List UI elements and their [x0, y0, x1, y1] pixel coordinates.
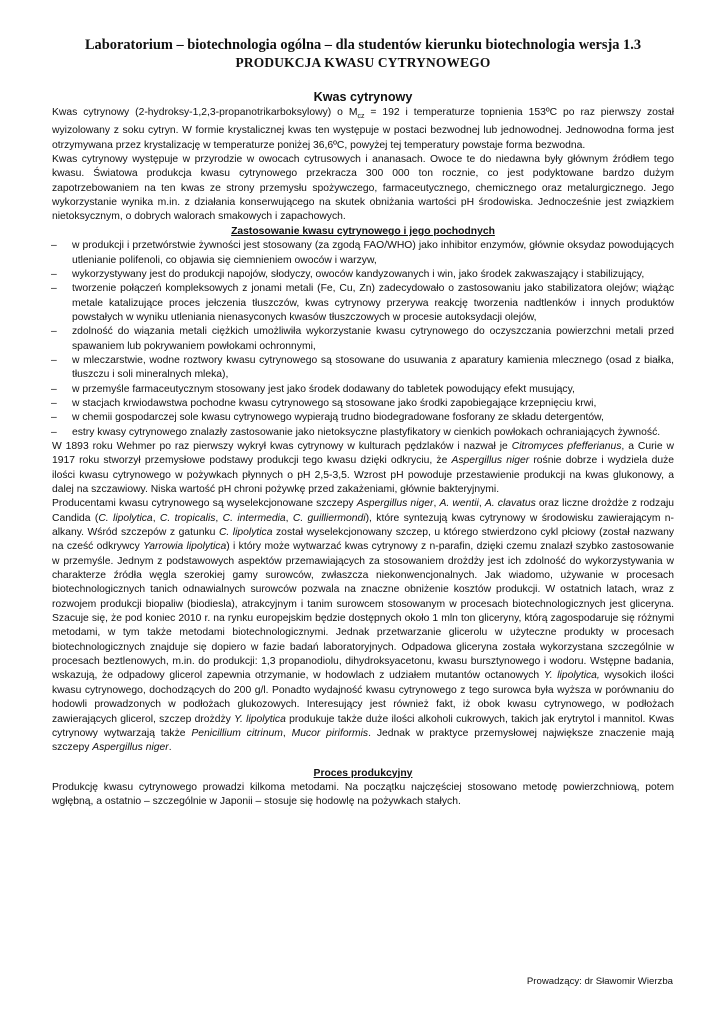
- list-item: – zdolność do wiązania metali ciężkich umożliwiła wykorzystanie kwasu cytrynowego do oczyszczania powierzchni metali przed spawaniem lub pokrywaniem powłokami ochronnymi,: [51, 326, 674, 352]
- intro-paragraph-2: Kwas cytrynowy występuje w przyrodzie w owocach cytrusowych i ananasach. Owoce te do niedawna były głównym źródłem tego kwasu. Światowa produkcja kwasu cytrynowego przekracza 300 000 ton rocznie, co jest podyktowane bardzo dużym zapotrzebowaniem na ten kwas ze strony przemysłu spożywczego, farmaceutycznego, chemicznego oraz metalurgicznego. Jego wykorzystanie wynika m.in. z działania konserwującego na skutek obniżania wartości pH środowiska. Jednocześnie jest związkiem nietoksycznym, o dobrych walorach smakowych i zapachowych.: [52, 154, 674, 223]
- process-heading: Proces produkcyjny: [313, 767, 413, 779]
- intro-paragraph-1: Kwas cytrynowy (2-hydroksy-1,2,3-propanotrikarboksylowy) o $M_{cz} = 192$ i temperaturze topnienia 153ºC po raz pierwszy został wyizolowany z soku cytryn. W formie krystalicznej kwas ten występuje w postaci bezwodnej lub jednowodnej. Jednowodna forma jest otrzymywana przez krystalizację w temperaturze poniżej 36,6ºC, powyżej tej temperatury powstaje forma bezwodna.: [52, 107, 674, 151]
- uses-list: [52, 239, 674, 440]
- list-item: – w stacjach krwiodawstwa pochodne kwasu cytrynowego są stosowane jako środki zapobiegające krzepnięciu krwi,: [51, 397, 597, 409]
- document-header-title: Laboratorium – biotechnologia ogólna – dla studentów kierunku biotechnologia wersja 1.3: [84, 37, 642, 53]
- history-paragraph: W 1893 roku Wehmer po raz pierwszy wykrył kwas cytrynowy w kulturach pędzlaków i nazwał je Citromyces pfefferianus, a Curie w 1917 roku stworzył przemysłowe podstawy produkcji tego kwasu dzięki odkryciu, że Aspergillus niger rośnie dobrze i wydziela duże ilości kwasu cytrynowego w pożywkach płynnych o pH 2,5-3,5. Wzrost pH powoduje przestawienie produkcji na kwas glukonowy, a dalej na szczawiowy. Niska wartość pH chroni pożywkę przed zakażeniami, głównie bakteryjnymi.: [52, 440, 674, 495]
- producers-paragraph: Producentami kwasu cytrynowego są wyselekcjonowane szczepy Aspergillus niger, A. wentii, A. clavatus oraz liczne drożdże z rodzaju Candida (C. lipolytica, C. tropicalis, C. intermedia, C. guilliermondi), które syntezują kwas cytrynowy w środowisku zawierającym n-alkany. Wśród szczepów z gatunku C. lipolytica został wyselekcjonowany szczep, u którego stwierdzono cykl płciowy (został nazwany na cześć odkrywcy Yarrowia lipolytica) i który może wytwarzać kwas cytrynowy z n-parafin, dzięki czemu znalazł szybko zastosowanie w przemyśle. Jednym z podstawowych aspektów przemawiających za stosowaniem drożdży jest ich zdolność do wykorzystywania w charakterze źródła węgla szerokiej gamy surowców, zwłaszcza niekonwencjonalnych. Jak wiadomo, używanie w procesach biotechnologicznych tanich odnawialnych surowców pozwala na znaczne obniżenie kosztów produkcji. W ostatnich latach, wraz z rozwojem produkcji biopaliw (biodiesla), atrakcyjnym i tanim surowcem stosowanym w procesach biotechnologicznych jest gliceryna. Szacuje się, że pod koniec 2010 r. na rynku europejskim będzie dostępnych około 1 mln ton gliceryny, którą zagospodaruje się różnymi metodami, w tym także metodami biotechnologicznymi. Jednak przetwarzanie glicerolu w użyteczne produkty w procesach biotechnologicznych znajduje się dopiero w fazie badań laboratoryjnych. Odpadowa gliceryna została wykorzystana szczególnie w procesach beztlenowych, m.in. do produkcji: 1,3 propanodiolu, dihydroksyacetonu, kwasu bursztynowego i wodoru. Wstępne badania, wskazują, że odpadowy glicerol zapewnia otrzymanie, w hodowlach z udziałem mutantów octanowych Y. lipolytica, wysokich ilości kwasu cytrynowego, dochodzących do 200 g/l. Ponadto wydajność kwasu cytrynowego z tego surowca była wyższa w porównaniu do hodowli prowadzonych w podłożach glukozowych. Interesujący jest również fakt, iż obok kwasu cytrynowego, w podłożach zawierających glicerol, szczep drożdży Y. lipolytica produkuje także duże ilości alkoholi cukrowych, takich jak erytrytol i mannitol. Kwas cytrynowy wytwarzają także Penicillium citrinum, Mucor piriformis. Jednak w praktyce przemysłowej największe znaczenie mają szczepy Aspergillus niger.: [52, 498, 674, 754]
- list-item: – w produkcji i przetwórstwie żywności jest stosowany (za zgodą FAO/WHO) jako inhibitor enzymów, głównie oksydaz powodujących utlenianie polifenoli, co objawia się ciemnieniem owoców i warzyw,: [51, 240, 674, 266]
- process-paragraph: Produkcję kwasu cytrynowego prowadzi kilkoma metodami. Na początku najczęściej stosowano metodę powierzchniową, potem wgłębną, a ostatnio – szczególnie w Japonii – stosuje się hodowlę na pożywkach stałych.: [52, 781, 674, 808]
- footer-instructor: Prowadzący: dr Sławomir Wierzba: [526, 976, 673, 987]
- uses-heading: Zastosowanie kwasu cytrynowego i jego pochodnych: [231, 225, 495, 237]
- section-title: Kwas cytrynowy: [313, 90, 413, 104]
- list-item: – tworzenie połączeń kompleksowych z jonami metali (Fe, Cu, Zn) zadecydowało o zastosowaniu jako stabilizatora olejów; wiążąc metale katalizujące proces jełczenia tłuszczów, kwas cytrynowy przerywa reakcję tworzenia nadtlenków i innych produktów powstałych w wyniku utleniania nienasyconych kwasów tłuszczowych w procesie autoksydacji olejów,: [51, 283, 674, 323]
- list-item: – w chemii gospodarczej sole kwasu cytrynowego wypierają trudno biodegradowane fosforany ze składu detergentów,: [51, 412, 604, 424]
- document-subtitle: PRODUKCJA KWASU CYTRYNOWEGO: [235, 55, 491, 70]
- list-item: – wykorzystywany jest do produkcji napojów, słodyczy, owoców kandyzowanych i win, jako środek zakwaszający i stabilizujący,: [51, 268, 645, 280]
- document-page: [52, 36, 674, 810]
- list-item: – estry kwasy cytrynowego znalazły zastosowanie jako nietoksyczne plastyfikatory w cienkich powłokach ochraniających żywność.: [51, 426, 661, 438]
- list-item: – w przemyśle farmaceutycznym stosowany jest jako środek dodawany do tabletek powodujący efekt musujący,: [51, 383, 575, 395]
- list-item: – w mleczarstwie, wodne roztwory kwasu cytrynowego są stosowane do usuwania z aparatury kamienia mlecznego (osad z białka, tłuszczu i soli mineralnych mleka),: [51, 354, 674, 381]
